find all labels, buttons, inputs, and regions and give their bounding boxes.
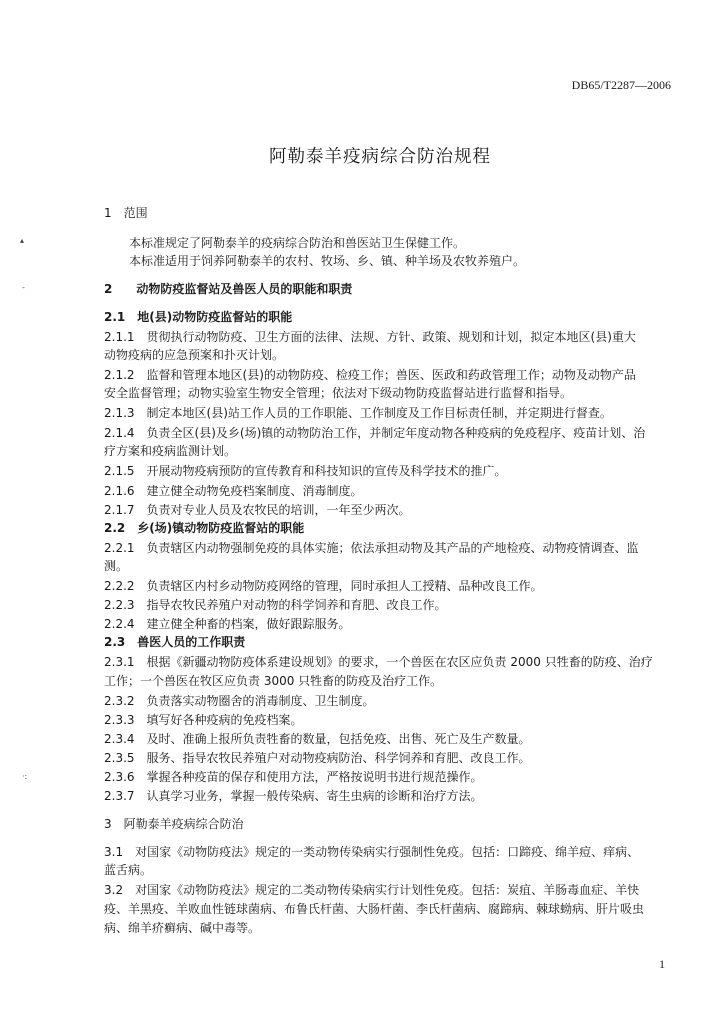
paragraph-line: 2.3.3 填写好各种疫病的免疫档案。 xyxy=(104,713,303,727)
paragraph-line: 测。 xyxy=(104,559,129,573)
paragraph-line: 2.3.1 根据《新疆动物防疫体系建设规划》的要求，一个兽医在农区应负责 2000 只牲畜的防疫、治疗 xyxy=(104,655,653,669)
paragraph-line: 2.1.6 建立健全动物免疫档案制度、消毒制度。 xyxy=(104,484,363,498)
paragraph-line: 工作；一个兽医在牧区应负责 3000 只牲畜的防疫及治疗工作。 xyxy=(104,674,443,688)
section-heading: 3 阿勒泰羊疫病综合防治 xyxy=(104,817,244,831)
paragraph-line: 3.1 对国家《动物防疫法》规定的一类动物传染病实行强制性免疫。包括：口蹄疫、绵羊痘、痒病、 xyxy=(104,845,640,859)
paragraph-line: 2.2.2 负责辖区内村乡动物防疫网络的管理，同时承担人工授精、品种改良工作。 xyxy=(104,579,543,593)
paragraph-line: 2.3.5 服务、指导农牧民养殖户对动物疫病防治、科学饲养和育肥、改良工作。 xyxy=(104,751,531,765)
paragraph-line: 2.3.2 负责落实动物圈舍的消毒制度、卫生制度。 xyxy=(104,694,375,708)
paragraph-line: 2.1.4 负责全区(县)及乡(场)镇的动物防治工作，并制定年度动物各种疫病的免疫程序、疫苗计划、治 xyxy=(104,426,646,440)
paragraph-line: 疫、羊黑疫、羊败血性链球菌病、布鲁氏杆菌、大肠杆菌、李氏杆菌病、腐蹄病、棘球蚴病、肝片吸虫 xyxy=(104,902,645,916)
paragraph-line: 2.2.3 指导农牧民养殖户对动物的科学饲养和育肥、改良工作。 xyxy=(104,598,447,612)
paragraph-line: 2.1.1 贯彻执行动物防疫、卫生方面的法律、法规、方针、政策、规划和计划，拟定本地区(县)重大 xyxy=(104,330,636,344)
subsection-heading: 2.2 乡(场)镇动物防疫监督站的职能 xyxy=(104,521,305,535)
paragraph-line: 2.2.4 建立健全种畜的档案，做好跟踪服务。 xyxy=(104,617,351,631)
standard-code: DB65/T2287—2006 xyxy=(571,78,671,92)
scan-mark: - xyxy=(22,283,25,292)
paragraph-line: 2.3.4 及时、准确上报所负责牲畜的数量，包括免疫、出售、死亡及生产数量。 xyxy=(104,732,531,746)
subsection-heading: 2.3 兽医人员的工作职责 xyxy=(104,635,246,649)
section-heading: 1 范围 xyxy=(104,206,148,220)
paragraph-line: 蓝舌病。 xyxy=(104,863,153,877)
paragraph-line: 3.2 对国家《动物防疫法》规定的二类动物传染病实行计划性免疫。包括：炭疽、羊肠毒血症、羊快 xyxy=(104,883,640,897)
paragraph-line: 2.2.1 负责辖区内动物强制免疫的具体实施；依法承担动物及其产品的产地检疫、动物疫情调查、监 xyxy=(104,541,639,555)
paragraph-line: 2.3.7 认真学习业务，掌握一般传染病、寄生虫病的诊断和治疗方法。 xyxy=(104,789,483,803)
page-number: 1 xyxy=(659,957,665,971)
paragraph-line: 安全监督管理；动物实验室生物安全管理；依法对下级动物防疫监督站进行监督和指导。 xyxy=(104,386,573,400)
paragraph-line: 本标准规定了阿勒泰羊的疫病综合防治和兽医站卫生保健工作。 xyxy=(129,236,466,250)
subsection-heading: 2.1 地(县)动物防疫监督站的职能 xyxy=(104,310,293,324)
paragraph-line: 疗方案和疫病监测计划。 xyxy=(104,444,237,458)
paragraph-line: 2.1.2 监督和管理本地区(县)的动物防疫、检疫工作；兽医、医政和药政管理工作；动物及动物产品 xyxy=(104,368,636,382)
scan-mark: ·: xyxy=(22,772,28,781)
document-title: 阿勒泰羊疫病综合防治规程 xyxy=(269,147,491,167)
section-heading: 2 动物防疫监督站及兽医人员的职能和职责 xyxy=(104,282,353,296)
paragraph-line: 2.1.7 负责对专业人员及农牧民的培训，一年至少两次。 xyxy=(104,503,411,517)
paragraph-line: 2.1.5 开展动物疫病预防的宣传教育和科技知识的宣传及科学技术的推广。 xyxy=(104,464,507,478)
scan-mark: ▴ xyxy=(20,236,25,245)
paragraph-line: 动物疫病的应急预案和扑灭计划。 xyxy=(104,348,285,362)
paragraph-line: 病、绵羊疥癣病、碱中毒等。 xyxy=(104,921,261,935)
paragraph-line: 2.3.6 掌握各种疫苗的保存和使用方法，严格按说明书进行规范操作。 xyxy=(104,770,483,784)
paragraph-line: 2.1.3 制定本地区(县)站工作人员的工作职能、工作制度及工作目标责任制，并定期进行督查。 xyxy=(104,406,612,420)
paragraph-line: 本标准适用于饲养阿勒泰羊的农村、牧场、乡、镇、种羊场及农牧养殖户。 xyxy=(129,254,526,268)
